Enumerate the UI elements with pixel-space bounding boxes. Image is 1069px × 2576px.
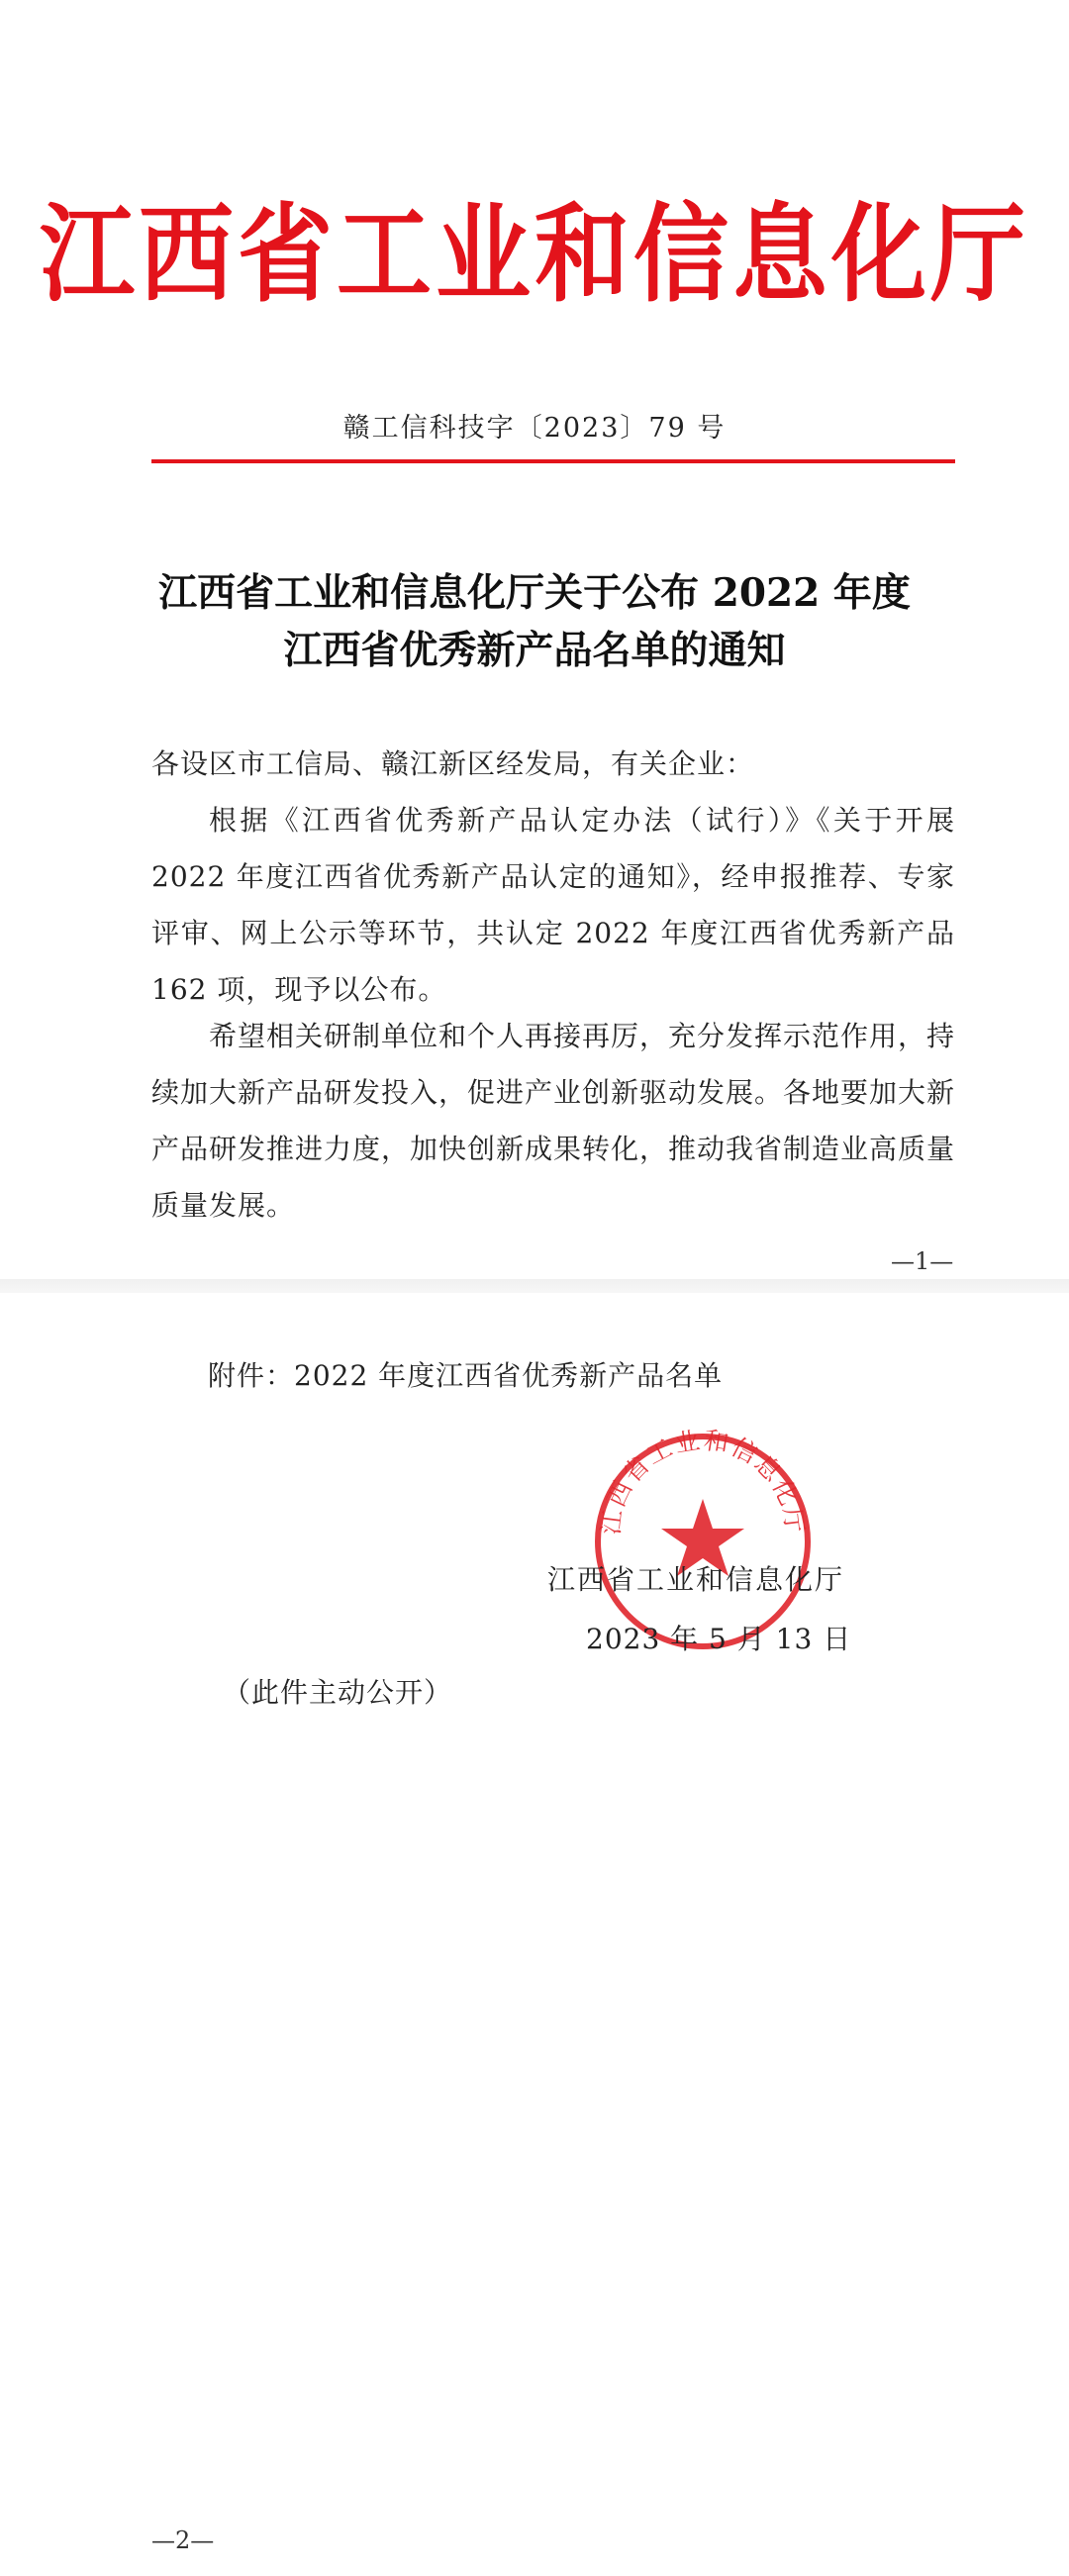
- red-header-org-name: 江西省工业和信息化厅: [40, 191, 1029, 317]
- document-number: 赣工信科技字〔2023〕79 号: [342, 413, 727, 444]
- body-paragraph-2: 希望相关研制单位和个人再接再厉，充分发挥示范作用，持续加大新产品研发投入，促进产业创新驱动发展。各地要加大新产品研发推进力度，加快创新成果转化，推动我省制造业高质量质量发展。: [151, 1020, 956, 1222]
- red-divider-line: [151, 459, 955, 463]
- page-number-1: —1—: [891, 1247, 954, 1275]
- signing-organization: 江西省工业和信息化厅: [547, 1563, 845, 1596]
- notice-title: [0, 564, 1069, 679]
- page-number-2: —2—: [151, 2526, 215, 2554]
- attachment-line: 附件：2022 年度江西省优秀新产品名单: [208, 1359, 724, 1392]
- title-line-1: 江西省工业和信息化厅关于公布 2022 年度: [158, 570, 911, 616]
- body-paragraph-1: 根据《江西省优秀新产品认定办法（试行）》《关于开展 2022 年度江西省优秀新产品认定的通知》，经申报推荐、专家评审、网上公示等环节，共认定 2022 年度江西省优秀新产品 162 项，现予以公布。: [151, 804, 955, 1006]
- addressee: 各设区市工信局、赣江新区经发局，有关企业：: [151, 747, 755, 780]
- signing-date: 2023 年 5 月 13 日: [586, 1623, 852, 1655]
- document-page-1: [0, 0, 1069, 1279]
- disclosure-note: （此件主动公开）: [223, 1676, 453, 1709]
- document-page-2: [0, 1293, 1069, 2576]
- svg-text:江西省工业和信息化厅: 江西省工业和信息化厅: [596, 1428, 810, 1536]
- page-separator: [0, 1279, 1069, 1293]
- title-line-2: 江西省优秀新产品名单的通知: [283, 628, 786, 673]
